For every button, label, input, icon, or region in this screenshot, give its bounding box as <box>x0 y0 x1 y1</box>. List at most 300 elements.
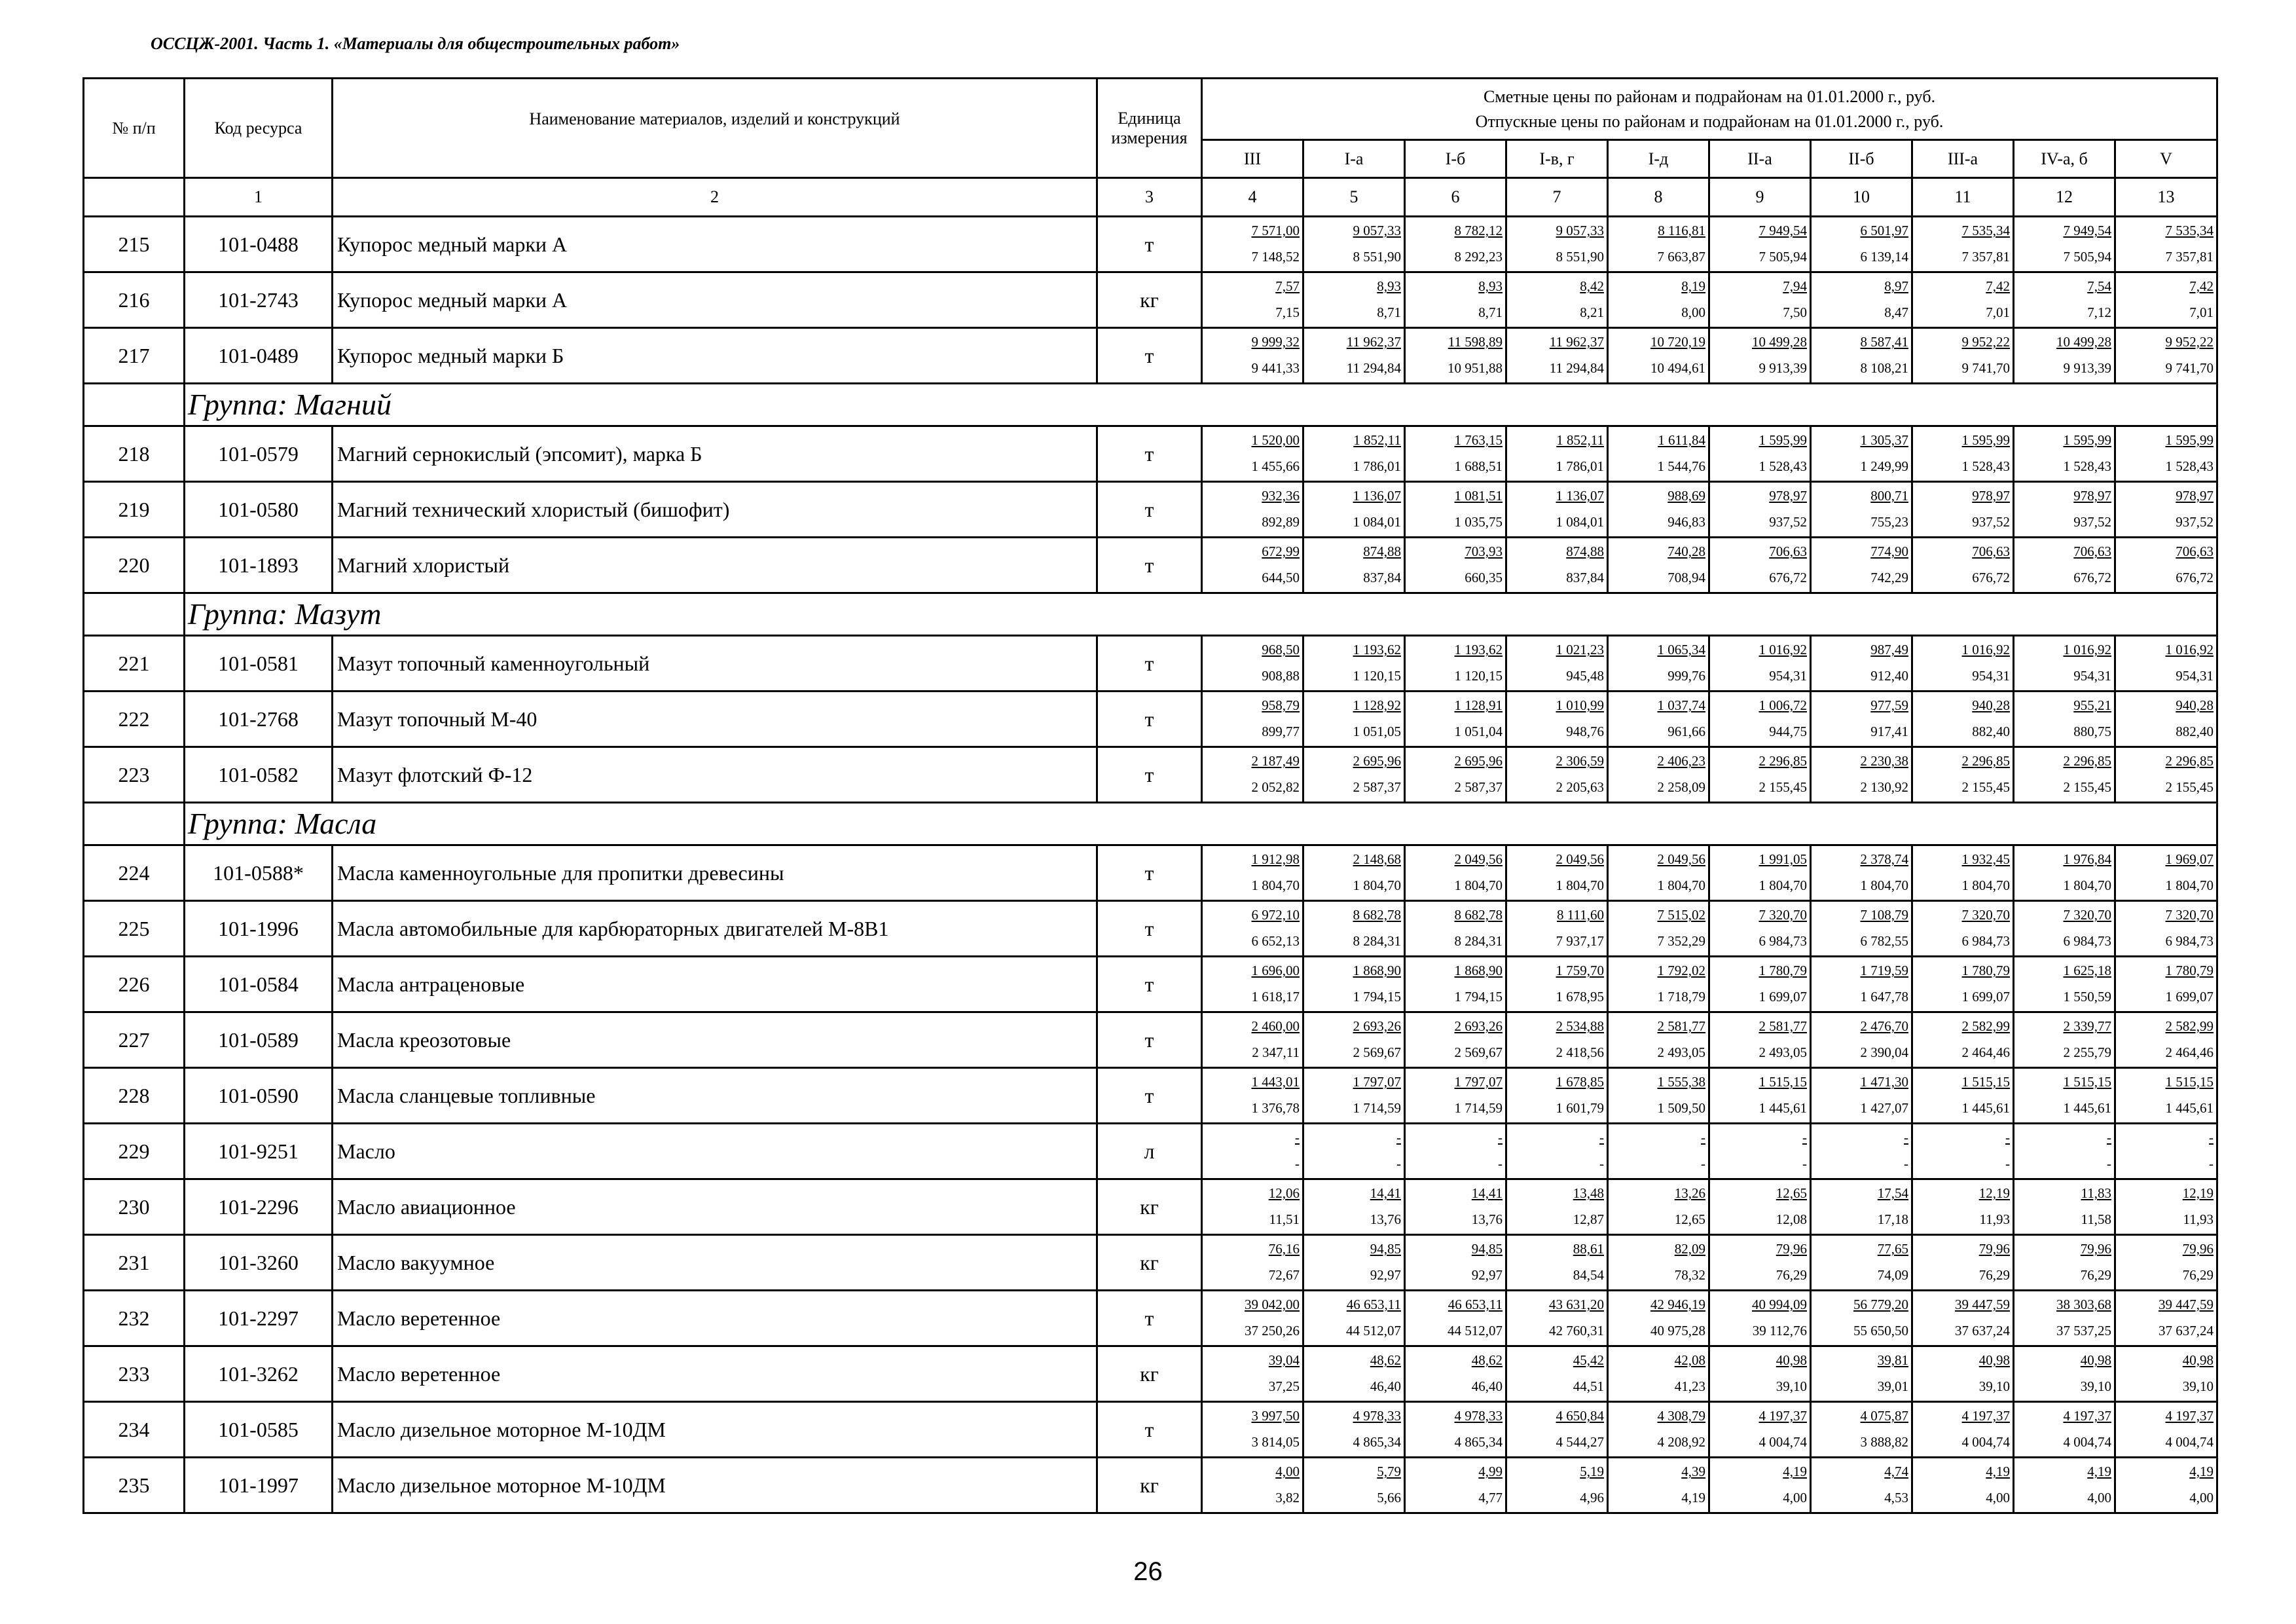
resource-code: 101-0489 <box>185 328 333 384</box>
row-number: 231 <box>84 1235 185 1291</box>
price-cell <box>2014 845 2115 901</box>
price-title-release: Отпускные цены по районам и подрайонам на 01.01.2000 г., руб. <box>1475 111 1944 131</box>
price-cell <box>1608 1458 1709 1513</box>
group-row <box>84 803 2217 845</box>
column-number: 9 <box>1709 178 1811 217</box>
group-spacer-cell <box>84 593 185 636</box>
price-cell <box>1202 1346 1303 1402</box>
release-price: 1 804,70 <box>1860 877 1908 893</box>
price-cell <box>1303 1402 1405 1458</box>
unit-of-measure: т <box>1097 901 1202 957</box>
estimated-price: 7,42 <box>1986 278 2010 294</box>
row-number: 217 <box>84 328 185 384</box>
release-price: 1 804,70 <box>1251 877 1300 893</box>
column-number: 3 <box>1097 178 1202 217</box>
estimated-price: 5,79 <box>1377 1464 1401 1479</box>
page-number: 26 <box>1133 1557 1163 1586</box>
release-price: 46,40 <box>1471 1378 1503 1394</box>
price-cell <box>1608 636 1709 692</box>
estimated-price: 40,98 <box>1776 1352 1807 1368</box>
release-price: 948,76 <box>1566 724 1604 739</box>
release-price: 1 550,59 <box>2063 989 2111 1005</box>
price-cell <box>1912 901 2014 957</box>
release-price: 660,35 <box>1465 570 1503 585</box>
release-price: 4 865,34 <box>1353 1434 1401 1450</box>
estimated-price: 56 779,20 <box>1853 1297 1908 1312</box>
release-price: 2 587,37 <box>1353 779 1401 795</box>
release-price: 6 984,73 <box>1758 933 1807 949</box>
release-price: 1 786,01 <box>1353 458 1401 474</box>
release-price: 1 509,50 <box>1657 1100 1705 1116</box>
estimated-price: 4,19 <box>1986 1464 2010 1479</box>
price-cell <box>1405 636 1506 692</box>
price-cell <box>1303 217 1405 272</box>
material-name: Масло авиационное <box>333 1179 1097 1235</box>
price-table <box>82 77 2218 1514</box>
estimated-price: 7 320,70 <box>2063 907 2111 923</box>
price-cell <box>1202 1235 1303 1291</box>
release-price: 17,18 <box>1877 1211 1908 1227</box>
price-cell <box>2115 845 2217 901</box>
unit-of-measure: кг <box>1097 1179 1202 1235</box>
release-price: 37 637,24 <box>1955 1323 2010 1338</box>
price-cell <box>1709 1068 1811 1124</box>
price-cell <box>1811 747 1912 803</box>
price-cell <box>1709 482 1811 538</box>
unit-of-measure: т <box>1097 1291 1202 1346</box>
price-cell <box>1506 636 1608 692</box>
unit-of-measure: л <box>1097 1124 1202 1179</box>
release-price: 1 804,70 <box>2165 877 2214 893</box>
estimated-price: 2 695,96 <box>1454 753 1503 769</box>
column-number: 5 <box>1303 178 1405 217</box>
price-cell <box>1405 1124 1506 1179</box>
estimated-price: 1 852,11 <box>1556 432 1604 448</box>
price-cell <box>1811 845 1912 901</box>
estimated-price: 77,65 <box>1877 1241 1908 1257</box>
release-price: 44 512,07 <box>1346 1323 1401 1338</box>
price-cell <box>1608 1124 1709 1179</box>
material-name: Масла антраценовые <box>333 957 1097 1012</box>
price-cell <box>2115 538 2217 593</box>
table-row <box>84 636 2217 692</box>
release-price: 9 913,39 <box>2063 360 2111 376</box>
estimated-price: 12,19 <box>2182 1185 2214 1201</box>
price-cell <box>1912 692 2014 747</box>
estimated-price: 9 952,22 <box>2165 334 2214 350</box>
price-cell <box>1405 272 1506 328</box>
price-cell <box>2115 1235 2217 1291</box>
release-price: 9 441,33 <box>1251 360 1300 376</box>
estimated-price: 7 571,00 <box>1251 223 1300 238</box>
release-price: 1 084,01 <box>1556 514 1604 530</box>
price-cell <box>1303 1124 1405 1179</box>
column-number: 11 <box>1912 178 2014 217</box>
release-price: 7,12 <box>2087 304 2111 320</box>
estimated-price: 940,28 <box>2176 697 2214 713</box>
release-price: 1 528,43 <box>2063 458 2111 474</box>
estimated-price: 1 780,79 <box>1758 963 1807 978</box>
price-cell <box>2014 1402 2115 1458</box>
column-number: 1 <box>185 178 333 217</box>
price-cell <box>2014 1012 2115 1068</box>
price-cell <box>1202 482 1303 538</box>
release-price: 7 148,52 <box>1251 249 1300 265</box>
release-price: - <box>1802 1156 1807 1172</box>
price-cell <box>2115 272 2217 328</box>
region-header: I-в, г <box>1506 140 1608 178</box>
estimated-price: 740,28 <box>1667 544 1705 559</box>
price-cell <box>1202 538 1303 593</box>
estimated-price: 1 065,34 <box>1657 642 1705 657</box>
price-cell <box>2014 217 2115 272</box>
release-price: 8 108,21 <box>1860 360 1908 376</box>
estimated-price: 932,36 <box>1262 488 1300 504</box>
price-cell <box>1202 692 1303 747</box>
release-price: 4,00 <box>1783 1490 1807 1505</box>
price-cell <box>1202 845 1303 901</box>
table-row <box>84 1458 2217 1513</box>
price-cell <box>2014 538 2115 593</box>
estimated-price: 2 378,74 <box>1860 851 1908 867</box>
estimated-price: 978,97 <box>2073 488 2111 504</box>
estimated-price: 39 042,00 <box>1245 1297 1300 1312</box>
price-title-estimated: Сметные цены по районам и подрайонам на 01.01.2000 г., руб. <box>1483 86 1936 106</box>
price-cell <box>1506 901 1608 957</box>
resource-code: 101-2768 <box>185 692 333 747</box>
header-num: № п/п <box>84 79 185 178</box>
estimated-price: 94,85 <box>1471 1241 1503 1257</box>
price-cell <box>1912 482 2014 538</box>
release-price: 937,52 <box>2073 514 2111 530</box>
column-number-empty <box>84 178 185 217</box>
estimated-price: 4 197,37 <box>1758 1408 1807 1424</box>
estimated-price: 2 049,56 <box>1454 851 1503 867</box>
price-cell <box>1303 1235 1405 1291</box>
estimated-price: 1 037,74 <box>1657 697 1705 713</box>
estimated-price: 7,54 <box>2087 278 2111 294</box>
row-number: 221 <box>84 636 185 692</box>
release-price: 2 205,63 <box>1556 779 1604 795</box>
price-cell <box>1506 538 1608 593</box>
release-price: 42 760,31 <box>1549 1323 1604 1338</box>
release-price: 1 051,05 <box>1353 724 1401 739</box>
price-cell <box>1811 1402 1912 1458</box>
release-price: 892,89 <box>1262 514 1300 530</box>
unit-of-measure: т <box>1097 482 1202 538</box>
price-cell <box>1506 747 1608 803</box>
release-price: 8 551,90 <box>1556 249 1604 265</box>
material-name: Масла каменноугольные для пропитки древесины <box>333 845 1097 901</box>
price-cell <box>1912 328 2014 384</box>
table-row <box>84 747 2217 803</box>
price-cell <box>1303 1012 1405 1068</box>
release-price: 4 208,92 <box>1657 1434 1705 1450</box>
release-price: 1 794,15 <box>1353 989 1401 1005</box>
estimated-price: 4 197,37 <box>1961 1408 2010 1424</box>
estimated-price: 1 555,38 <box>1657 1074 1705 1090</box>
price-cell <box>1405 538 1506 593</box>
price-cell <box>1202 957 1303 1012</box>
column-numbers-row <box>84 178 2217 217</box>
price-cell <box>2014 1235 2115 1291</box>
price-cell <box>1608 482 1709 538</box>
estimated-price: 1 625,18 <box>2063 963 2111 978</box>
header-name: Наименование материалов, изделий и конструкций <box>333 79 1097 178</box>
price-cell <box>1811 692 1912 747</box>
release-price: 7,50 <box>1783 304 1807 320</box>
estimated-price: - <box>2005 1130 2010 1145</box>
release-price: 7,15 <box>1275 304 1300 320</box>
release-price: 1 804,70 <box>1657 877 1705 893</box>
release-price: 8,71 <box>1478 304 1503 320</box>
estimated-price: 1 595,99 <box>2063 432 2111 448</box>
estimated-price: 2 187,49 <box>1251 753 1300 769</box>
price-cell <box>1811 1458 1912 1513</box>
price-cell <box>1608 1179 1709 1235</box>
estimated-price: 987,49 <box>1870 642 1908 657</box>
material-name: Мазут топочный М-40 <box>333 692 1097 747</box>
price-cell <box>1912 1291 2014 1346</box>
table-row <box>84 1012 2217 1068</box>
estimated-price: 1 006,72 <box>1758 697 1807 713</box>
estimated-price: 13,26 <box>1674 1185 1705 1201</box>
price-cell <box>1811 957 1912 1012</box>
release-price: 2 347,11 <box>1252 1044 1300 1060</box>
estimated-price: 7 535,34 <box>1961 223 2010 238</box>
estimated-price: 1 520,00 <box>1251 432 1300 448</box>
release-price: 954,31 <box>1769 668 1807 684</box>
estimated-price: 8,42 <box>1580 278 1604 294</box>
release-price: 4 004,74 <box>1961 1434 2010 1450</box>
price-cell <box>1709 1291 1811 1346</box>
price-cell <box>1811 482 1912 538</box>
material-name: Масло веретенное <box>333 1346 1097 1402</box>
region-header: II-б <box>1811 140 1912 178</box>
estimated-price: 2 339,77 <box>2063 1018 2111 1034</box>
row-number: 222 <box>84 692 185 747</box>
estimated-price: 9 057,33 <box>1353 223 1401 238</box>
release-price: 12,65 <box>1674 1211 1705 1227</box>
release-price: 2 493,05 <box>1758 1044 1807 1060</box>
estimated-price: 1 136,07 <box>1353 488 1401 504</box>
unit-of-measure: т <box>1097 1402 1202 1458</box>
table-row <box>84 845 2217 901</box>
estimated-price: 4,19 <box>2189 1464 2214 1479</box>
estimated-price: 7 535,34 <box>2165 223 2214 238</box>
price-cell <box>1405 845 1506 901</box>
release-price: 6 984,73 <box>2165 933 2214 949</box>
release-price: 40 975,28 <box>1650 1323 1705 1338</box>
release-price: 908,88 <box>1262 668 1300 684</box>
price-cell <box>1405 747 1506 803</box>
release-price: 6 139,14 <box>1860 249 1908 265</box>
row-number: 229 <box>84 1124 185 1179</box>
release-price: 6 984,73 <box>1961 933 2010 949</box>
price-cell <box>1303 538 1405 593</box>
price-cell <box>1506 272 1608 328</box>
estimated-price: 11,83 <box>2081 1185 2111 1201</box>
price-cell <box>1506 1346 1608 1402</box>
estimated-price: 94,85 <box>1370 1241 1401 1257</box>
estimated-price: 7 320,70 <box>1961 907 2010 923</box>
release-price: 1 804,70 <box>1758 877 1807 893</box>
price-cell <box>1912 747 2014 803</box>
table-row <box>84 328 2217 384</box>
release-price: 39,10 <box>1776 1378 1807 1394</box>
row-number: 227 <box>84 1012 185 1068</box>
table-row <box>84 1402 2217 1458</box>
estimated-price: 4 075,87 <box>1860 1408 1908 1424</box>
price-cell <box>2014 272 2115 328</box>
release-price: 837,84 <box>1566 570 1604 585</box>
resource-code: 101-1893 <box>185 538 333 593</box>
estimated-price: 8,93 <box>1377 278 1401 294</box>
price-cell <box>1811 538 1912 593</box>
estimated-price: 39,04 <box>1268 1352 1300 1368</box>
estimated-price: 1 678,85 <box>1556 1074 1604 1090</box>
release-price: 1 528,43 <box>1758 458 1807 474</box>
price-cell <box>1811 426 1912 482</box>
unit-of-measure: т <box>1097 1012 1202 1068</box>
release-price: 3 888,82 <box>1860 1434 1908 1450</box>
price-cell <box>2115 1179 2217 1235</box>
price-cell <box>1709 426 1811 482</box>
table-row <box>84 1291 2217 1346</box>
price-cell <box>1709 1402 1811 1458</box>
material-name: Мазут флотский Ф-12 <box>333 747 1097 803</box>
estimated-price: 1 719,59 <box>1860 963 1908 978</box>
unit-of-measure: т <box>1097 1068 1202 1124</box>
estimated-price: 12,06 <box>1268 1185 1300 1201</box>
price-cell <box>1506 1124 1608 1179</box>
price-cell <box>1912 957 2014 1012</box>
price-cell <box>1912 426 2014 482</box>
material-name: Масла креозотовые <box>333 1012 1097 1068</box>
estimated-price: 4 308,79 <box>1657 1408 1705 1424</box>
document-header: ОССЦЖ-2001. Часть 1. «Материалы для общестроительных работ» <box>151 34 680 53</box>
release-price: 37 250,26 <box>1245 1323 1300 1338</box>
row-number: 219 <box>84 482 185 538</box>
price-cell <box>1202 1068 1303 1124</box>
estimated-price: 800,71 <box>1870 488 1908 504</box>
estimated-price: 1 128,92 <box>1353 697 1401 713</box>
estimated-price: 1 595,99 <box>2165 432 2214 448</box>
resource-code: 101-2297 <box>185 1291 333 1346</box>
resource-code: 101-0488 <box>185 217 333 272</box>
estimated-price: 7 949,54 <box>1758 223 1807 238</box>
estimated-price: 46 653,11 <box>1346 1297 1401 1312</box>
price-cell <box>1202 636 1303 692</box>
price-cell <box>1506 1235 1608 1291</box>
price-cell <box>1811 1068 1912 1124</box>
estimated-price: 8 782,12 <box>1454 223 1503 238</box>
price-cell <box>2014 1179 2115 1235</box>
group-title: Группа: Мазут <box>185 593 2217 636</box>
estimated-price: 1 128,91 <box>1454 697 1503 713</box>
estimated-price: 1 016,92 <box>1961 642 2010 657</box>
price-cell <box>1608 957 1709 1012</box>
estimated-price: 8,97 <box>1884 278 1908 294</box>
price-cell <box>1506 426 1608 482</box>
unit-of-measure: т <box>1097 538 1202 593</box>
unit-of-measure: т <box>1097 636 1202 692</box>
estimated-price: 82,09 <box>1674 1241 1705 1257</box>
price-cell <box>1709 747 1811 803</box>
estimated-price: 2 693,26 <box>1454 1018 1503 1034</box>
price-cell <box>1506 692 1608 747</box>
price-cell <box>1202 426 1303 482</box>
resource-code: 101-0589 <box>185 1012 333 1068</box>
region-header: III-а <box>1912 140 2014 178</box>
price-cell <box>2115 692 2217 747</box>
release-price: 55 650,50 <box>1853 1323 1908 1338</box>
estimated-price: 958,79 <box>1262 697 1300 713</box>
estimated-price: 968,50 <box>1262 642 1300 657</box>
release-price: 954,31 <box>2073 668 2111 684</box>
estimated-price: 1 976,84 <box>2063 851 2111 867</box>
release-price: 8 284,31 <box>1454 933 1503 949</box>
row-number: 234 <box>84 1402 185 1458</box>
estimated-price: 978,97 <box>2176 488 2214 504</box>
estimated-price: 7 320,70 <box>1758 907 1807 923</box>
release-price: 1 699,07 <box>2165 989 2214 1005</box>
price-cell <box>2014 328 2115 384</box>
table-row <box>84 272 2217 328</box>
release-price: 912,40 <box>1870 668 1908 684</box>
estimated-price: 1 193,62 <box>1353 642 1401 657</box>
release-price: 11 294,84 <box>1549 360 1604 376</box>
release-price: 2 587,37 <box>1454 779 1503 795</box>
release-price: 2 569,67 <box>1353 1044 1401 1060</box>
release-price: 944,75 <box>1769 724 1807 739</box>
estimated-price: 1 016,92 <box>1758 642 1807 657</box>
resource-code: 101-0579 <box>185 426 333 482</box>
estimated-price: 3 997,50 <box>1251 1408 1300 1424</box>
column-number: 7 <box>1506 178 1608 217</box>
price-cell <box>1405 1458 1506 1513</box>
release-price: 7 663,87 <box>1657 249 1705 265</box>
release-price: 76,29 <box>1776 1267 1807 1283</box>
row-number: 225 <box>84 901 185 957</box>
price-cell <box>1709 1235 1811 1291</box>
price-cell <box>2014 1346 2115 1402</box>
estimated-price: 1 991,05 <box>1758 851 1807 867</box>
release-price: 44 512,07 <box>1448 1323 1503 1338</box>
price-cell <box>1506 1012 1608 1068</box>
price-cell <box>1303 1291 1405 1346</box>
estimated-price: 2 582,99 <box>2165 1018 2214 1034</box>
estimated-price: 6 501,97 <box>1860 223 1908 238</box>
price-cell <box>1405 426 1506 482</box>
release-price: 1 718,79 <box>1657 989 1705 1005</box>
table-row <box>84 692 2217 747</box>
release-price: 8 284,31 <box>1353 933 1401 949</box>
price-cell <box>1608 217 1709 272</box>
release-price: 2 493,05 <box>1657 1044 1705 1060</box>
estimated-price: 2 406,23 <box>1657 753 1705 769</box>
material-name: Магний технический хлористый (бишофит) <box>333 482 1097 538</box>
price-cell <box>1811 1291 1912 1346</box>
estimated-price: 988,69 <box>1667 488 1705 504</box>
price-cell <box>1912 1346 2014 1402</box>
price-cell <box>1608 901 1709 957</box>
price-cell <box>2014 1124 2115 1179</box>
release-price: 39 112,76 <box>1752 1323 1807 1338</box>
release-price: 5,66 <box>1377 1490 1401 1505</box>
price-cell <box>1405 217 1506 272</box>
price-cell <box>1506 482 1608 538</box>
